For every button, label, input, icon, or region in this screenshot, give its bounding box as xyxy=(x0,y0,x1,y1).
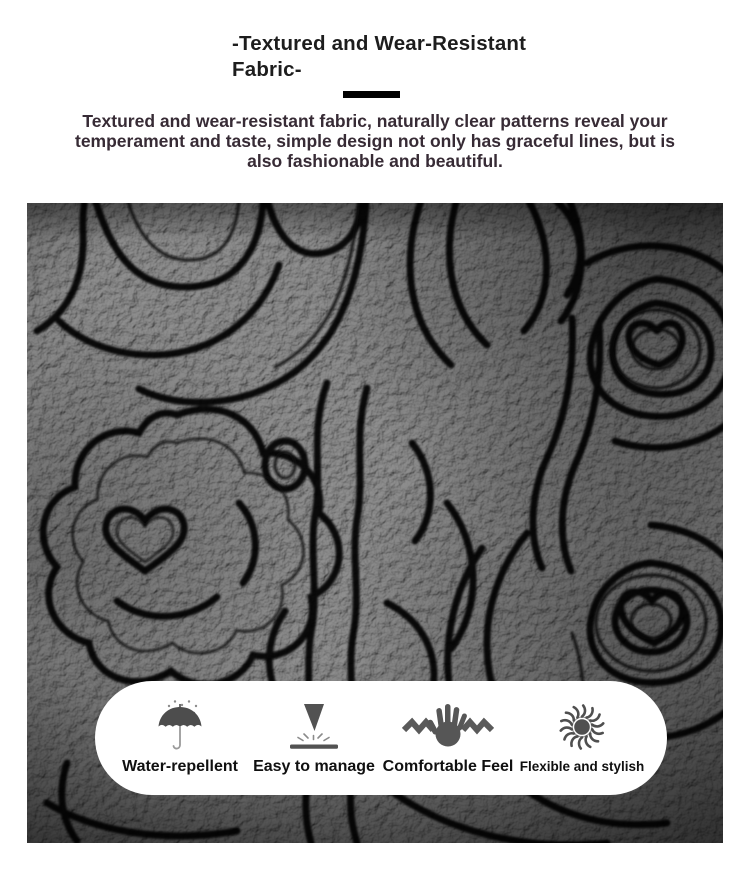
feature-label: Easy to manage xyxy=(253,758,375,775)
umbrella-rain-icon xyxy=(156,701,204,753)
description-text: Textured and wear-resistant fabric, naturally clear patterns reveal your temperament and taste, simple design not only has graceful lines, but is also fashionable and beautiful. xyxy=(75,111,675,171)
feature-item-easy-to-manage xyxy=(247,701,381,775)
page-title: -Textured and Wear-Resistant Fabric- xyxy=(232,32,527,81)
feature-item-comfortable-feel xyxy=(381,701,515,775)
feature-item-flexible-stylish xyxy=(515,702,649,774)
feature-item-water-repellent xyxy=(113,701,247,775)
title-divider xyxy=(343,91,400,98)
feature-label: Water-repellent xyxy=(122,758,238,775)
feature-label: Flexible and stylish xyxy=(519,759,645,775)
feature-label: Comfortable Feel xyxy=(382,758,514,775)
feature-pill xyxy=(95,681,667,795)
sun-swirl-icon xyxy=(555,702,609,754)
press-iron-icon xyxy=(284,701,344,753)
hand-touch-icon xyxy=(402,701,494,753)
fabric-photo xyxy=(27,203,723,843)
